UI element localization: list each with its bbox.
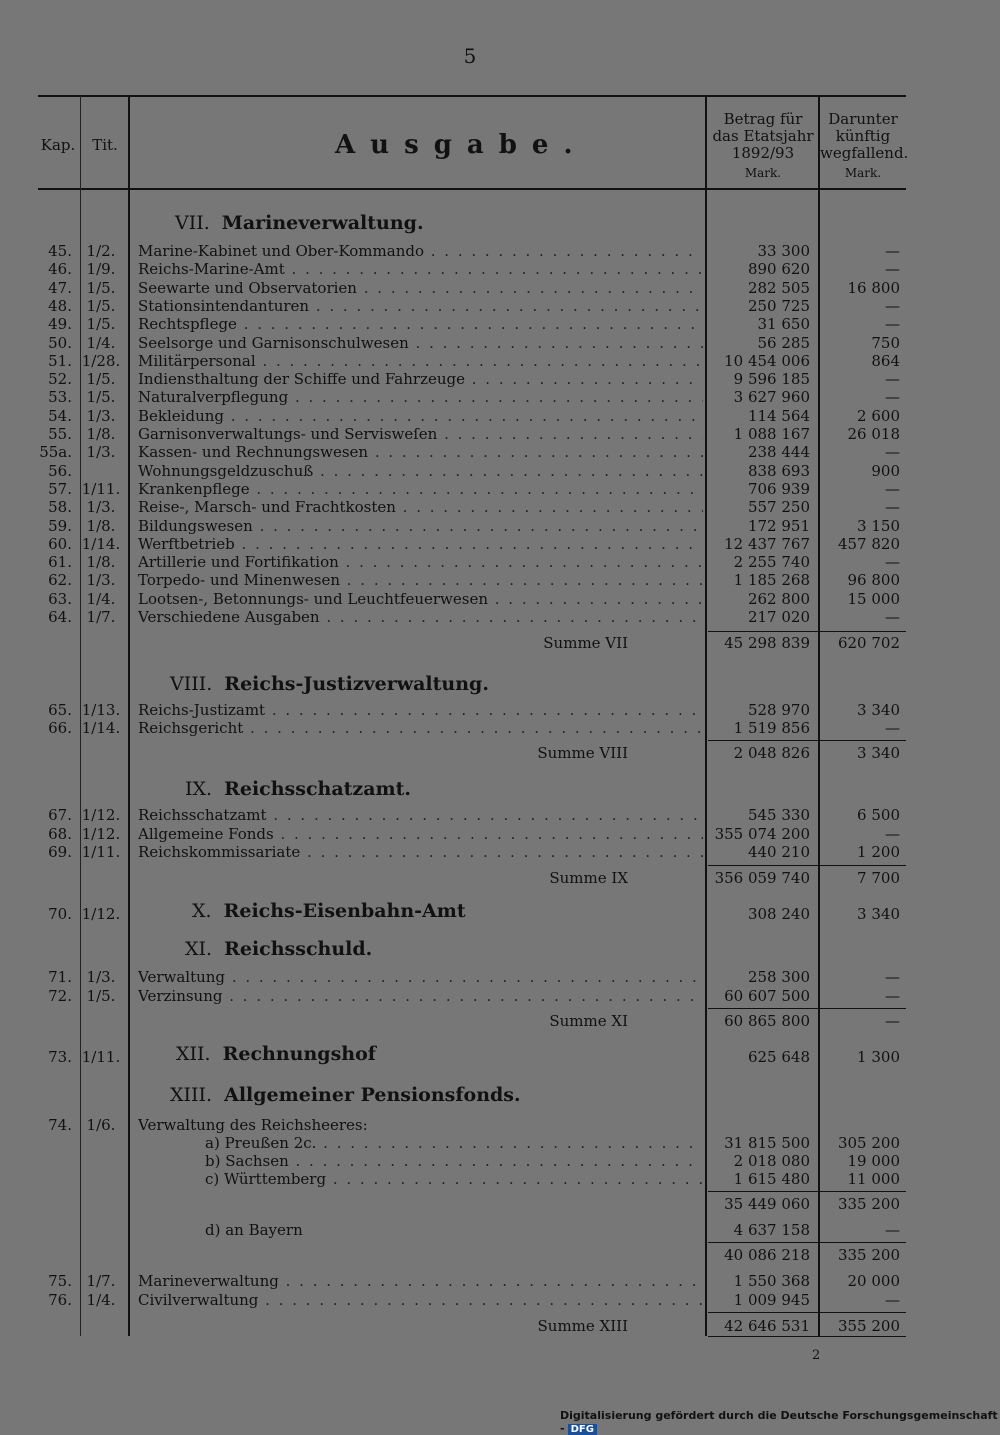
sum-amount: 42 646 531 <box>724 1317 810 1335</box>
tit-number: 1/28. <box>81 351 121 370</box>
table-row <box>0 498 1000 516</box>
table-row <box>0 425 1000 443</box>
amount: 1 615 480 <box>733 1170 810 1188</box>
table-row <box>0 352 1000 370</box>
table-row <box>0 462 1000 480</box>
tit-number: 1/2. <box>86 242 116 260</box>
amount: 3 627 960 <box>733 388 810 407</box>
description: Seewarte und Observatorien . . . <box>138 279 703 297</box>
amount: 56 285 <box>757 333 810 352</box>
tit-number: 1/8. <box>86 516 116 535</box>
amount: 31 815 500 <box>724 1134 810 1152</box>
description: Reichs-Justizamt . . . <box>138 701 703 719</box>
future-amount: — <box>885 608 900 626</box>
future-amount: — <box>885 719 900 737</box>
section-name: Reichsschatzamt. <box>224 778 412 800</box>
table-row <box>0 608 1000 626</box>
amount: 355 074 200 <box>714 824 810 843</box>
future-amount: — <box>885 242 900 260</box>
description: Garnisonverwaltungs- und Servisweſen . . . <box>138 425 703 443</box>
description: Civilverwaltung . . . <box>138 1291 703 1309</box>
future-amount: — <box>885 315 900 334</box>
signature-mark: 2 <box>812 1348 821 1363</box>
table-row <box>0 407 1000 425</box>
future-amount: 19 000 <box>847 1152 900 1170</box>
section-title-x <box>192 902 466 920</box>
description: Marineverwaltung . . . <box>138 1272 703 1290</box>
amount: 2 018 080 <box>733 1152 810 1170</box>
row-74b <box>0 1152 1000 1170</box>
footer-text: Digitalisierung gefördert durch die Deutsche Forschungsgemeinschaft - <box>560 1409 998 1435</box>
top-rule <box>38 95 906 97</box>
future-amount: 3 340 <box>857 905 900 923</box>
amount: 1 519 856 <box>733 719 810 737</box>
description: Reichskommissariate . . . <box>138 843 703 861</box>
table-row <box>0 242 1000 260</box>
sum-label: Summe VIII <box>537 744 628 762</box>
kap-number: 49. <box>48 315 72 334</box>
tit-number: 1/11. <box>81 479 121 498</box>
tit-number: 1/5. <box>86 388 116 407</box>
description: Rechtspflege . . . <box>138 315 703 333</box>
tit-number: 1/11. <box>81 843 121 861</box>
future-amount: 3 340 <box>857 701 900 719</box>
amount: 308 240 <box>747 905 810 923</box>
future-amount: — <box>885 987 900 1005</box>
section-name: Rechnungshof <box>222 1043 376 1065</box>
description: b) Sachsen . . . <box>205 1152 703 1170</box>
header-darunter <box>820 110 909 182</box>
table-row <box>0 517 1000 535</box>
kap-number: 71. <box>48 968 72 986</box>
sum-label: Summe XIII <box>537 1317 628 1335</box>
amount: 1 009 945 <box>733 1291 810 1309</box>
sum-rule-ix <box>708 865 906 866</box>
subtotal-rule-1 <box>708 1191 906 1192</box>
description: Reichs-Marine-Amt . . . <box>138 260 703 278</box>
kap-number: 69. <box>48 843 72 861</box>
subtotal-amount: 35 449 060 <box>724 1195 810 1213</box>
sum-amount: 2 048 826 <box>733 744 810 762</box>
table-row <box>0 843 1000 861</box>
kap-number: 60. <box>48 534 72 553</box>
tit-number: 1/3. <box>86 406 116 425</box>
amount: 2 255 740 <box>733 553 810 572</box>
amount: 238 444 <box>747 443 810 462</box>
section-row-xii <box>0 1043 1000 1066</box>
table-row <box>0 388 1000 406</box>
section-name: Reichs-Eisenbahn-Amt <box>223 900 466 922</box>
kap-number: 67. <box>48 806 72 824</box>
tit-number: 1/3. <box>86 571 116 590</box>
kap-number: 63. <box>48 589 72 608</box>
tit-number: 1/5. <box>86 370 116 389</box>
amount: 217 020 <box>747 608 810 626</box>
amount: 557 250 <box>747 498 810 517</box>
future-amount: — <box>885 370 900 389</box>
tit-number: 1/4. <box>86 333 116 352</box>
future-amount: — <box>885 1221 900 1239</box>
section-row-x <box>0 900 1000 923</box>
amount: 9 596 185 <box>733 370 810 389</box>
future-amount: 900 <box>871 461 900 480</box>
future-amount: — <box>885 1291 900 1309</box>
description: Lootsen-, Betonnungs- und Leuchtfeuerwesen . . . <box>138 590 703 608</box>
table-row <box>0 571 1000 589</box>
section-title-xiii <box>170 1084 521 1106</box>
section-name: Reichs-Justizverwaltung. <box>224 673 489 695</box>
amount: 31 650 <box>757 315 810 334</box>
table-bottom-rule <box>708 1336 906 1337</box>
table-row <box>0 590 1000 608</box>
description: Artillerie und Fortifikation . . . <box>138 553 703 571</box>
tit-number: 1/13. <box>81 701 121 719</box>
section-name: Reichsschuld. <box>224 938 373 960</box>
future-amount: — <box>885 296 900 315</box>
table-row <box>0 260 1000 278</box>
kap-number: 59. <box>48 516 72 535</box>
sum-rule-xi <box>708 1008 906 1009</box>
kap-number: 55a. <box>39 443 72 462</box>
tit-number: 1/12. <box>81 806 121 824</box>
kap-number: 48. <box>48 296 72 315</box>
amount: 172 951 <box>747 516 810 535</box>
section-number: XII. <box>176 1043 211 1065</box>
section-number: VIII. <box>170 673 213 695</box>
description: c) Württemberg . . . <box>205 1170 703 1188</box>
header-kap: Kap. <box>40 136 76 154</box>
table-row <box>0 279 1000 297</box>
tit-number: 1/5. <box>86 278 116 297</box>
subtotal-rule-2 <box>708 1242 906 1243</box>
sum-future: 7 700 <box>857 869 900 887</box>
kap-number: 56. <box>48 461 72 480</box>
section-name: Marineverwaltung. <box>221 212 424 234</box>
table-row <box>0 806 1000 824</box>
section-title-ix <box>185 778 411 800</box>
amount: 545 330 <box>747 806 810 824</box>
description: Verwaltung . . . <box>138 968 703 986</box>
description: Indiensthaltung der Schiffe und Fahrzeuge . . . <box>138 370 703 388</box>
sum-row-ix <box>0 869 1000 887</box>
description: Verwaltung des Reichsheeres: <box>138 1116 368 1134</box>
subtotal-future: 335 200 <box>837 1195 900 1213</box>
tit-number: 1/11. <box>81 1048 121 1066</box>
sum-rule-viii <box>708 740 906 741</box>
row-74c <box>0 1170 1000 1188</box>
amount: 4 637 158 <box>733 1221 810 1239</box>
tit-number: 1/8. <box>86 425 116 443</box>
kap-number: 66. <box>48 719 72 737</box>
section-number: XI. <box>185 938 213 960</box>
header-darunter-unit: Mark. <box>844 166 882 180</box>
description: Allgemeine Fonds . . . <box>138 825 703 843</box>
row-76 <box>0 1291 1000 1309</box>
tit-number: 1/12. <box>81 824 121 843</box>
kap-number: 75. <box>48 1272 72 1290</box>
tit-number: 1/3. <box>86 498 116 517</box>
row-75 <box>0 1272 1000 1290</box>
kap-number: 72. <box>48 987 72 1005</box>
kap-number: 55. <box>48 425 72 443</box>
header-betrag-line2: das Etatsjahr <box>712 127 814 145</box>
kap-number: 47. <box>48 278 72 297</box>
description: Naturalverpflegung . . . <box>138 388 703 406</box>
tit-number: 1/6. <box>86 1116 116 1134</box>
kap-number: 50. <box>48 333 72 352</box>
future-amount: 16 800 <box>847 278 900 297</box>
description: Reichsschatzamt . . . <box>138 806 703 824</box>
kap-number: 51. <box>48 351 72 370</box>
tit-number: 1/7. <box>86 1272 116 1290</box>
description: Verschiedene Ausgaben . . . <box>138 608 703 626</box>
table-row <box>0 719 1000 737</box>
description: Reise-, Marsch- und Frachtkosten . . . <box>138 498 703 516</box>
description: Reichsgericht . . . <box>138 719 703 737</box>
sum-future: — <box>885 1012 900 1030</box>
subtotal-row-2 <box>0 1246 1000 1264</box>
tit-number: 1/12. <box>81 905 121 923</box>
amount: 625 648 <box>747 1048 810 1066</box>
future-amount: — <box>885 824 900 843</box>
section-title-xii <box>176 1045 376 1063</box>
dfg-logo: DFG <box>568 1424 597 1435</box>
future-amount: 96 800 <box>847 571 900 590</box>
sum-label: Summe IX <box>549 869 628 887</box>
description: Krankenpflege . . . <box>138 480 703 498</box>
section-number: IX. <box>185 778 213 800</box>
sum-row-xiii <box>0 1317 1000 1335</box>
description: Bekleidung . . . <box>138 407 703 425</box>
amount: 440 210 <box>747 843 810 861</box>
description: Kassen- und Rechnungswesen . . . <box>138 443 703 461</box>
future-amount: 1 300 <box>857 1048 900 1066</box>
tit-number: 1/4. <box>86 589 116 608</box>
future-amount: — <box>885 443 900 462</box>
header-darunter-line3: wegfallend. <box>820 144 909 162</box>
subtotal-row-1 <box>0 1195 1000 1213</box>
table-row <box>0 370 1000 388</box>
tit-number: 1/5. <box>86 315 116 334</box>
section-title-xi <box>185 938 372 960</box>
kap-number: 68. <box>48 824 72 843</box>
amount: 262 800 <box>747 589 810 608</box>
kap-number: 45. <box>48 242 72 260</box>
description: Marine-Kabinet und Ober-Kommando . . . <box>138 242 703 260</box>
amount: 12 437 767 <box>724 534 810 553</box>
table-row <box>0 315 1000 333</box>
kap-number: 53. <box>48 388 72 407</box>
footer-credit <box>560 1409 1000 1435</box>
section-title-vii <box>175 212 424 234</box>
tit-number: 1/9. <box>86 260 116 279</box>
table-row <box>0 535 1000 553</box>
kap-number: 52. <box>48 370 72 389</box>
future-amount: 20 000 <box>847 1272 900 1290</box>
table-row <box>0 443 1000 461</box>
table-row <box>0 334 1000 352</box>
amount: 33 300 <box>757 242 810 260</box>
kap-number: 46. <box>48 260 72 279</box>
table-row <box>0 297 1000 315</box>
amount: 890 620 <box>747 260 810 279</box>
sum-label: Summe VII <box>543 634 628 652</box>
table-row <box>0 701 1000 719</box>
future-amount: — <box>885 968 900 986</box>
sum-label: Summe XI <box>549 1012 628 1030</box>
kap-number: 54. <box>48 406 72 425</box>
kap-number: 61. <box>48 553 72 572</box>
kap-number: 62. <box>48 571 72 590</box>
header-betrag-line3: 1892/93 <box>731 144 795 162</box>
header-tit: Tit. <box>92 136 118 154</box>
row-74d <box>0 1221 1000 1239</box>
header-betrag <box>707 111 819 182</box>
amount: 282 505 <box>747 278 810 297</box>
description: Wohnungsgeldzuschuß . . . <box>138 462 703 480</box>
sum-amount: 45 298 839 <box>724 634 810 652</box>
kap-number: 73. <box>48 1048 72 1066</box>
table-row <box>0 553 1000 571</box>
row-74a <box>0 1134 1000 1152</box>
amount: 838 693 <box>747 461 810 480</box>
amount: 706 939 <box>747 479 810 498</box>
header-title: Ausgabe. <box>335 130 588 160</box>
tit-number: 1/3. <box>86 968 116 986</box>
table-row <box>0 987 1000 1005</box>
table-row <box>0 825 1000 843</box>
tit-number: 1/14. <box>81 534 121 553</box>
description: Werftbetrieb . . . <box>138 535 703 553</box>
amount: 1 185 268 <box>733 571 810 590</box>
future-amount: 26 018 <box>847 425 900 443</box>
tit-number: 1/7. <box>86 608 116 626</box>
amount: 1 088 167 <box>733 425 810 443</box>
kap-number: 74. <box>48 1116 72 1134</box>
amount: 1 550 368 <box>733 1272 810 1290</box>
kap-number: 64. <box>48 608 72 626</box>
header-betrag-line1: Betrag für <box>723 110 803 128</box>
description: a) Preußen 2c. . . . <box>205 1134 703 1152</box>
subtotal-amount: 40 086 218 <box>724 1246 810 1264</box>
sum-rule-vii <box>708 631 906 632</box>
description: Seelsorge und Garnisonschulwesen . . . <box>138 334 703 352</box>
future-amount: — <box>885 260 900 279</box>
header-darunter-line1: Darunter <box>828 110 898 128</box>
future-amount: 305 200 <box>837 1134 900 1152</box>
amount: 250 725 <box>747 296 810 315</box>
amount: 10 454 006 <box>724 351 810 370</box>
tit-number: 1/5. <box>86 987 116 1005</box>
description: Bildungswesen . . . <box>138 517 703 535</box>
future-amount: 15 000 <box>847 589 900 608</box>
section-number: XIII. <box>170 1084 213 1106</box>
future-amount: 457 820 <box>837 534 900 553</box>
kap-number: 57. <box>48 479 72 498</box>
future-amount: — <box>885 479 900 498</box>
table-row <box>0 480 1000 498</box>
kap-number: 76. <box>48 1291 72 1309</box>
section-number: X. <box>192 900 212 922</box>
kap-number: 58. <box>48 498 72 517</box>
sum-rule-xiii <box>708 1312 906 1313</box>
page-number: 5 <box>463 44 477 68</box>
section-number: VII. <box>175 212 210 234</box>
header-darunter-line2: künftig <box>835 127 891 145</box>
sum-row-viii <box>0 744 1000 762</box>
sum-future: 620 702 <box>837 634 900 652</box>
sum-future: 355 200 <box>837 1317 900 1335</box>
description: Militärpersonal . . . <box>138 352 703 370</box>
tit-number: 1/3. <box>86 443 116 462</box>
sum-amount: 60 865 800 <box>724 1012 810 1030</box>
sum-future: 3 340 <box>857 744 900 762</box>
section-name: Allgemeiner Pensionsfonds. <box>224 1084 521 1106</box>
tit-number: 1/5. <box>86 296 116 315</box>
future-amount: — <box>885 553 900 572</box>
amount: 258 300 <box>747 968 810 986</box>
sum-row-xi <box>0 1012 1000 1030</box>
section-title-viii <box>170 673 489 695</box>
tit-number: 1/14. <box>81 719 121 737</box>
future-amount: — <box>885 498 900 517</box>
description: Torpedo- und Minenwesen . . . <box>138 571 703 589</box>
amount: 60 607 500 <box>724 987 810 1005</box>
amount: 114 564 <box>747 406 810 425</box>
kap-number: 70. <box>48 905 72 923</box>
future-amount: — <box>885 388 900 407</box>
future-amount: 11 000 <box>847 1170 900 1188</box>
description: Stationsintendanturen . . . <box>138 297 703 315</box>
future-amount: 2 600 <box>857 406 900 425</box>
tit-number: 1/4. <box>86 1291 116 1309</box>
future-amount: 1 200 <box>857 843 900 861</box>
future-amount: 750 <box>871 333 900 352</box>
subtotal-future: 335 200 <box>837 1246 900 1264</box>
amount: 528 970 <box>747 701 810 719</box>
description: d) an Bayern <box>205 1221 303 1239</box>
row-74 <box>0 1116 1000 1134</box>
tit-number: 1/8. <box>86 553 116 572</box>
table-row <box>0 968 1000 986</box>
sum-amount: 356 059 740 <box>714 869 810 887</box>
header-bottom-rule <box>38 188 906 190</box>
future-amount: 864 <box>871 351 900 370</box>
kap-number: 65. <box>48 701 72 719</box>
future-amount: 3 150 <box>857 516 900 535</box>
future-amount: 6 500 <box>857 806 900 824</box>
sum-row-vii <box>0 634 1000 652</box>
description: Verzinsung . . . <box>138 987 703 1005</box>
header-betrag-unit: Mark. <box>744 166 782 180</box>
